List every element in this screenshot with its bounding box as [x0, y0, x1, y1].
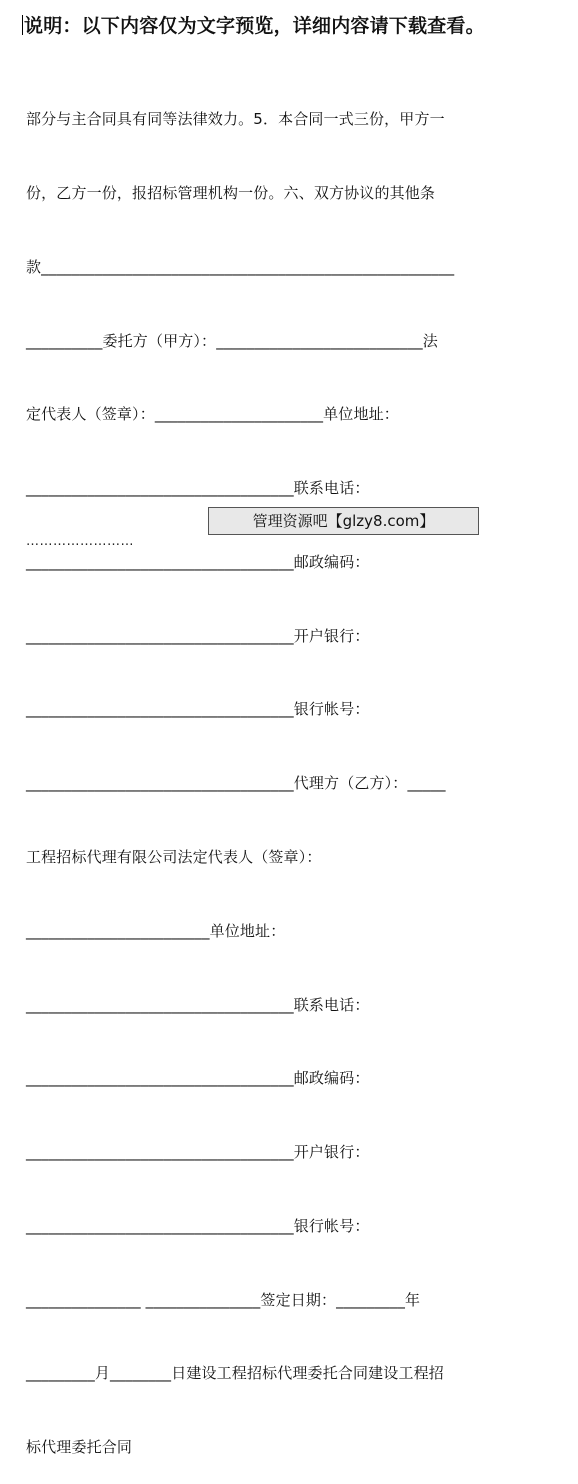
- document-body: [26, 58, 550, 1484]
- doc-line: ___________________________________银行帐号：: [26, 1216, 370, 1235]
- doc-line: ________________________单位地址：: [26, 921, 286, 940]
- doc-line: 份，乙方一份，报招标管理机构一份。六、双方协议的其他条: [26, 183, 436, 202]
- doc-line: ___________________________________联系电话：: [26, 995, 370, 1014]
- text-cursor: [22, 15, 23, 35]
- doc-line: ___________________________________开户银行：: [26, 626, 370, 645]
- doc-line: ___________________________________开户银行：: [26, 1143, 370, 1162]
- doc-line: _______________ _______________签定日期：_________年: [26, 1290, 421, 1309]
- continuation-dots: ……………………: [26, 534, 134, 549]
- preview-notice: [22, 14, 485, 38]
- doc-line: ___________________________________代理方（乙方）：_____: [26, 774, 446, 793]
- doc-line: __________委托方（甲方）：___________________________法: [26, 331, 438, 350]
- doc-line: ___________________________________银行帐号：: [26, 700, 370, 719]
- doc-line: _________月________日建设工程招标代理委托合同建设工程招: [26, 1364, 444, 1383]
- doc-line: 款______________________________________________________: [26, 257, 455, 276]
- doc-line: 部分与主合同具有同等法律效力。5．本合同一式三份，甲方一: [26, 110, 445, 129]
- preview-notice-text: 说明：以下内容仅为文字预览，详细内容请下载查看。: [24, 15, 485, 37]
- doc-line: 定代表人（签章）：______________________单位地址：: [26, 405, 399, 424]
- site-link-button[interactable]: 管理资源吧【glzy8.com】: [208, 507, 479, 535]
- doc-line: 工程招标代理有限公司法定代表人（签章）：: [26, 848, 322, 866]
- doc-line: ___________________________________邮政编码：: [26, 1069, 370, 1088]
- doc-line: ___________________________________联系电话：: [26, 479, 370, 498]
- doc-line: ___________________________________邮政编码：: [26, 552, 370, 571]
- doc-line: 标代理委托合同: [26, 1438, 133, 1457]
